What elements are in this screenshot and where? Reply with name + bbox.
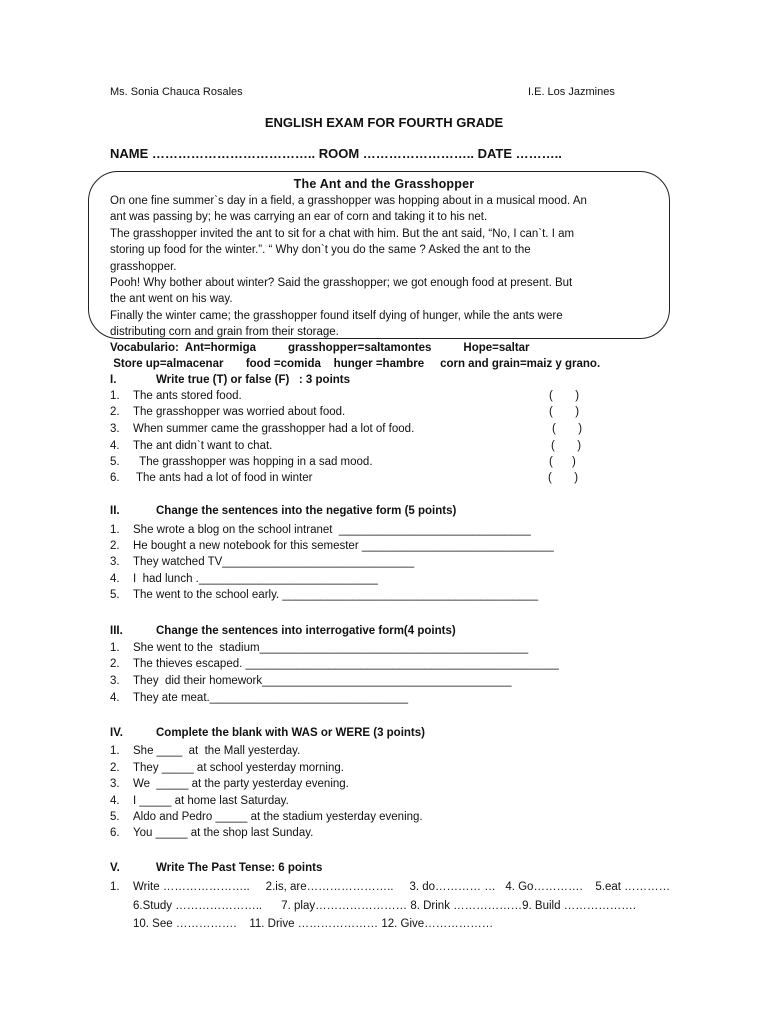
item-text[interactable]: She went to the stadium__________________________________________ xyxy=(133,642,529,654)
section-heading: Write The Past Tense: 6 points xyxy=(156,862,323,874)
answer-parentheses[interactable]: ( ) xyxy=(551,440,582,452)
item-text[interactable]: She ____ at the Mall yesterday. xyxy=(133,745,301,757)
story-title: The Ant and the Grasshopper xyxy=(293,177,475,191)
item-text[interactable]: We _____ at the party yesterday evening. xyxy=(133,778,349,790)
section-number: IV. xyxy=(110,727,124,739)
answer-parentheses[interactable]: ( ) xyxy=(549,390,580,402)
story-line: Finally the winter came; the grasshopper found itself dying of hunger, while the ants were xyxy=(110,309,563,322)
vocabulary-line: Store up=almacenar food =comida hunger =hambre corn and grain=maiz y grano. xyxy=(110,358,601,370)
item-number: 1. xyxy=(110,390,120,402)
item-text[interactable]: Aldo and Pedro _____ at the stadium yesterday evening. xyxy=(133,811,423,823)
item-text: When summer came the grasshopper had a lot of food. xyxy=(133,423,415,435)
item-text[interactable]: I had lunch .____________________________ xyxy=(133,573,378,585)
item-number: 5. xyxy=(110,589,120,601)
item-number: 2. xyxy=(110,762,120,774)
section-heading: Change the sentences into interrogative form(4 points) xyxy=(156,625,456,637)
vocabulary-line: Vocabulario: Ant=hormiga grasshopper=saltamontes Hope=saltar xyxy=(110,342,530,354)
story-line: The grasshopper invited the ant to sit for a chat with him. But the ant said, “No, I can`t. I am xyxy=(110,227,575,240)
item-text: The ant didn`t want to chat. xyxy=(133,440,273,452)
item-number: 2. xyxy=(110,658,120,670)
answer-parentheses[interactable]: ( ) xyxy=(549,406,580,418)
item-number: 5. xyxy=(110,456,120,468)
item-number: 2. xyxy=(110,406,120,418)
item-number: 4. xyxy=(110,692,120,704)
item-number: 1. xyxy=(110,881,120,893)
story-line: ant was passing by; he was carrying an ear of corn and taking it to his net. xyxy=(110,211,488,224)
item-text: The ants stored food. xyxy=(133,390,242,402)
section-heading: Write true (T) or false (F) : 3 points xyxy=(156,374,351,386)
item-text[interactable]: I _____ at home last Saturday. xyxy=(133,795,289,807)
item-number: 3. xyxy=(110,778,120,790)
item-text[interactable]: The went to the school early. ________________________________________ xyxy=(133,589,539,601)
item-number: 5. xyxy=(110,811,120,823)
name-room-date-row: NAME ……………………………….. ROOM …………………….. DATE ……….. xyxy=(110,146,562,161)
story-text xyxy=(110,193,655,341)
item-number: 6. xyxy=(110,827,120,839)
item-text: The grasshopper was hopping in a sad mood. xyxy=(133,456,373,468)
section-heading: Complete the blank with WAS or WERE (3 points) xyxy=(156,727,425,739)
story-line: Pooh! Why bother about winter? Said the grasshopper; we got enough food at present. But xyxy=(110,277,573,290)
item-text[interactable]: They did their homework_______________________________________ xyxy=(133,675,512,687)
item-number: 4. xyxy=(110,440,120,452)
story-line: grasshopper. xyxy=(110,260,177,273)
section-number: V. xyxy=(110,862,120,874)
item-number: 1. xyxy=(110,524,120,536)
item-number: 4. xyxy=(110,573,120,585)
teacher-name: Ms. Sonia Chauca Rosales xyxy=(110,86,243,98)
school-name: I.E. Los Jazmines xyxy=(528,86,615,98)
item-number: 2. xyxy=(110,540,120,552)
item-text: The ants had a lot of food in winter xyxy=(133,472,313,484)
section-number: II. xyxy=(110,505,120,517)
item-text[interactable]: He bought a new notebook for this semester ______________________________ xyxy=(133,540,554,552)
answer-parentheses[interactable]: ( ) xyxy=(548,472,579,484)
section-heading: Change the sentences into the negative form (5 points) xyxy=(156,505,457,517)
item-number: 3. xyxy=(110,675,120,687)
item-number: 3. xyxy=(110,423,120,435)
item-number: 3. xyxy=(110,556,120,568)
item-text[interactable]: They watched TV______________________________ xyxy=(133,556,415,568)
answer-parentheses[interactable]: ( ) xyxy=(552,423,583,435)
item-text: The grasshopper was worried about food. xyxy=(133,406,346,418)
item-text[interactable]: She wrote a blog on the school intranet ______________________________ xyxy=(133,524,531,536)
story-line: storing up food for the winter.”. “ Why don`t you do the same ? Asked the ant to the xyxy=(110,244,531,257)
answer-parentheses[interactable]: ( ) xyxy=(549,456,576,468)
section-number: III. xyxy=(110,625,123,637)
item-text[interactable]: You _____ at the shop last Sunday. xyxy=(133,827,314,839)
story-line: the ant went on his way. xyxy=(110,293,233,306)
item-number: 4. xyxy=(110,795,120,807)
item-text[interactable]: They ate meat._______________________________ xyxy=(133,692,408,704)
exam-title: ENGLISH EXAM FOR FOURTH GRADE xyxy=(264,115,504,130)
story-line: distributing corn and grain from their storage. xyxy=(110,326,339,339)
story-line: On one fine summer`s day in a field, a grasshopper was hopping about in a musical mood. An xyxy=(110,195,587,207)
section-number: I. xyxy=(110,374,117,386)
item-text[interactable]: The thieves escaped. _________________________________________________ xyxy=(133,658,559,670)
item-number: 1. xyxy=(110,642,120,654)
past-tense-line[interactable]: Write ………………….. 2.is, are………………….. 3. do………… … 4. Go…………. 5.eat ………… xyxy=(133,881,671,893)
item-number: 6. xyxy=(110,472,120,484)
past-tense-line[interactable]: 10. See ……………. 11. Drive ………………… 12. Give……………… xyxy=(133,918,494,930)
item-text[interactable]: They _____ at school yesterday morning. xyxy=(133,762,344,774)
past-tense-line[interactable]: 6.Study ………………….. 7. play…………………… 8. Drink ………………9. Build ………………. xyxy=(133,900,636,912)
item-number: 1. xyxy=(110,745,120,757)
